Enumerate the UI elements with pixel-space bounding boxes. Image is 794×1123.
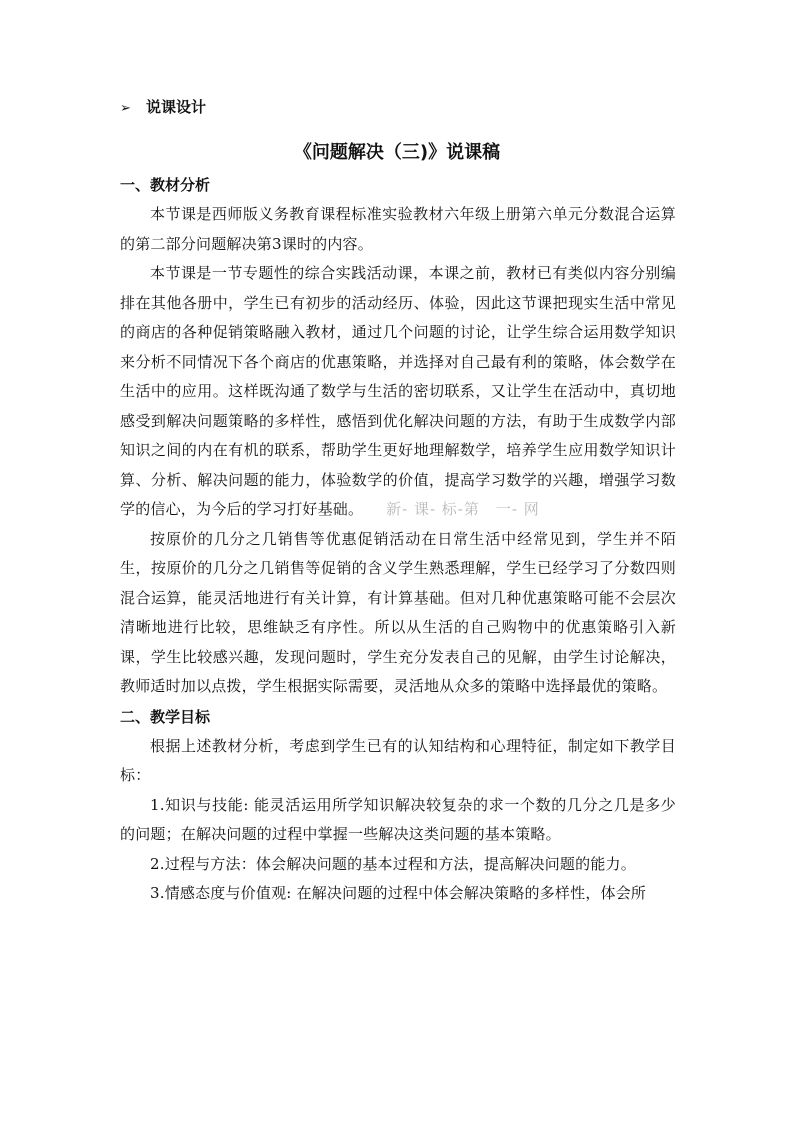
paragraph: 根据上述教材分析，考虑到学生已有的认知结构和心理特征，制定如下教学目标： xyxy=(120,736,676,784)
section-label-line xyxy=(120,96,206,117)
section-label: 说课设计 xyxy=(146,98,207,116)
objective-item: 2.过程与方法：体会解决问题的基本过程和方法，提高解决问题的能力。 xyxy=(150,854,636,873)
objective-item: 3.情感态度与价值观: 在解决问题的过程中体会解决策略的多样性，体会所 xyxy=(150,884,647,902)
objective-item: 1.知识与技能: 能灵活运用所学知识解决较复杂的求一个数的几分之几是多少的问题；在解决问题的过程中掌握一些解决这类问题的基本策略。 xyxy=(120,795,676,843)
paragraph xyxy=(120,259,676,525)
arrow-bullet-icon: ➢ xyxy=(120,101,131,116)
section-heading-analysis: 一、教材分析 xyxy=(120,176,211,194)
document-title: 《问题解决（三)》说课稿 xyxy=(293,142,501,163)
paragraph: 本节课是西师版义务教育课程标准实验教材六年级上册第六单元分数混合运算的第二部分问题解决第3课时的内容。 xyxy=(120,205,676,253)
paragraph-text: 本节课是一节专题性的综合实践活动课，本课之前，教材已有类似内容分别编排在其他各册中，学生已有初步的活动经历、体验，因此这节课把现实生活中常见的商店的各种促销策略融入教材，通过几个问题的讨论，让学生综合运用数学知识来分析不同情况下各个商店的优惠策略，并选择对自己最有利的策略，体会数学在生活中的应用。这样既沟通了数学与生活的密切联系，又让学生在活动中，真切地感受到解决问题策略的多样性，感悟到优化解决问题的方法，有助于生成数学内部知识之间的内在有机的联系，帮助学生更好地理解数学，培养学生应用数学知识计算、分析、解决问题的能力，体验数学的价值，提高学习数学的兴趣，增强学习数学的信心，为今后的学习打好基础。 xyxy=(120,264,676,518)
document-body xyxy=(120,170,676,909)
paragraph: 按原价的几分之几销售等优惠促销活动在日常生活中经常见到，学生并不陌生，按原价的几分之几销售等促销的含义学生熟悉理解，学生已经学习了分数四则混合运算，能灵活地进行有关计算，有计算基础。但对几种优惠策略可能不会层次清晰地进行比较，思维缺乏有序性。所以从生活的自己购物中的优惠策略引入新课，学生比较感兴趣，发现问题时，学生充分发表自己的见解，由学生讨论解决，教师适时加以点拨，学生根据实际需要，灵活地从众多的策略中选择最优的策略。 xyxy=(120,529,676,695)
watermark-text: 新- 课- 标-第 一- 网 xyxy=(386,500,540,518)
section-heading-objectives: 二、教学目标 xyxy=(120,707,211,726)
